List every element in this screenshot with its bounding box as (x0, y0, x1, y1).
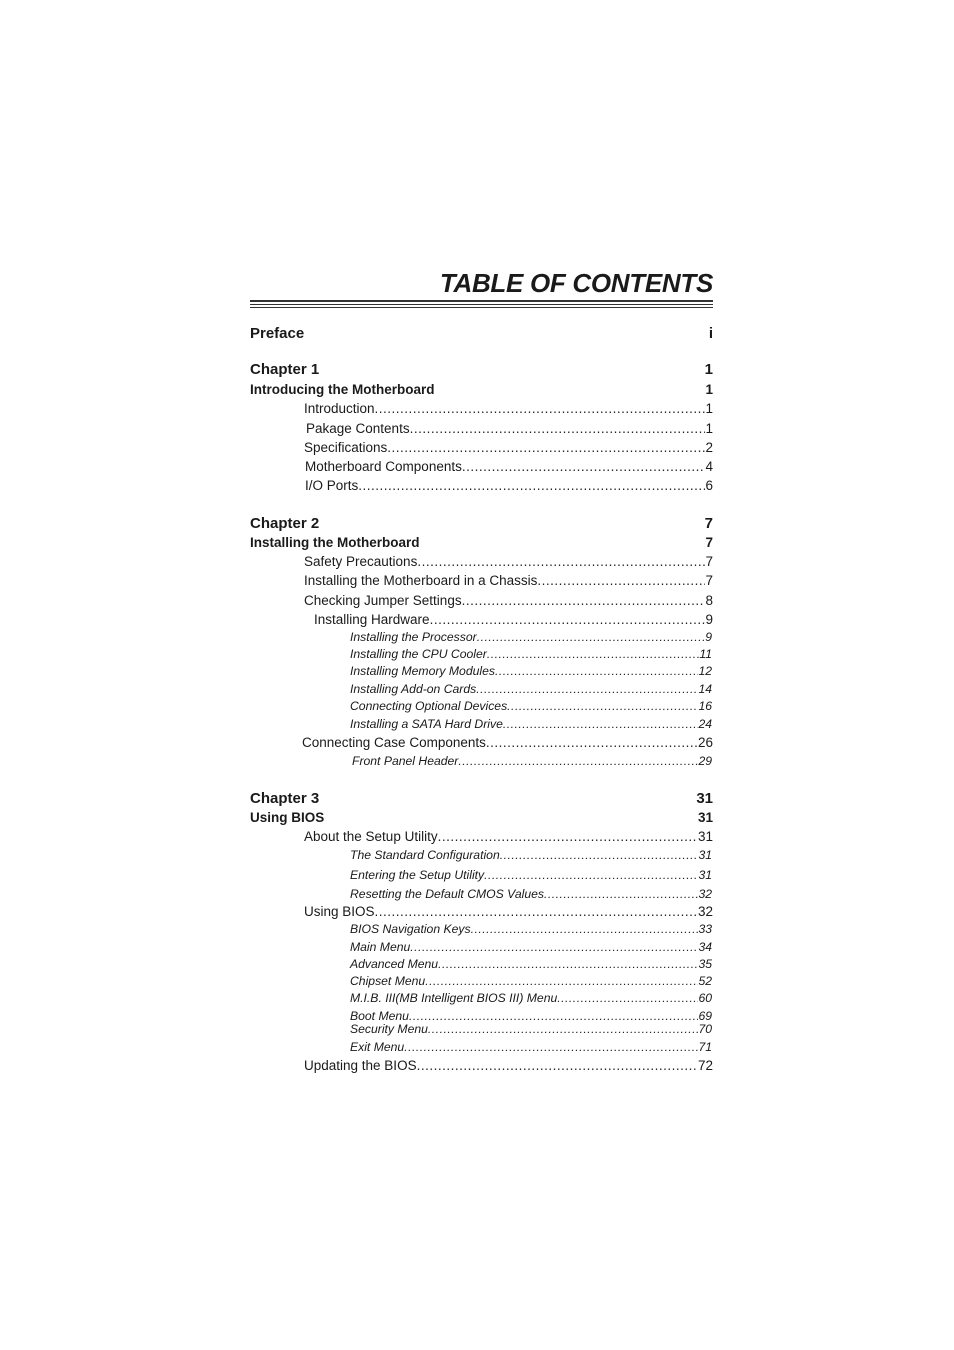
toc-entry[interactable] (250, 810, 713, 825)
toc-entry[interactable] (250, 754, 713, 768)
table-of-contents (250, 266, 713, 1073)
dot-leader (477, 630, 706, 644)
dot-leader (375, 904, 698, 919)
toc-entry-title: Preface (250, 325, 305, 342)
toc-entry-page: 72 (697, 1058, 713, 1073)
toc-entry-page: 35 (698, 957, 712, 971)
toc-entry-title: Installing the Processor (350, 630, 477, 644)
toc-entry-title: BIOS Navigation Keys (350, 922, 471, 936)
dot-leader (537, 573, 705, 588)
toc-entry[interactable] (250, 848, 713, 862)
toc-entry[interactable] (250, 1058, 713, 1073)
toc-entry-title: Front Panel Header (352, 754, 459, 768)
toc-entry-page: 16 (698, 699, 712, 713)
toc-entry[interactable] (250, 593, 713, 608)
toc-entry-page: 32 (697, 904, 713, 919)
dot-leader (487, 647, 700, 661)
toc-entry-title: Updating the BIOS (304, 1058, 417, 1073)
toc-entry-page: 11 (699, 647, 712, 661)
dot-leader (375, 401, 706, 416)
toc-entry-title: Motherboard Components (305, 459, 462, 474)
toc-entry[interactable] (250, 647, 713, 661)
toc-entry-page: 8 (705, 593, 713, 608)
toc-entry-title: The Standard Configuration (350, 848, 500, 862)
dot-leader (462, 593, 706, 608)
toc-entry-page: 9 (705, 630, 712, 644)
toc-entry-page: 24 (698, 717, 712, 731)
toc-entry-page: 9 (705, 612, 713, 627)
toc-entry-title: Installing the Motherboard (250, 535, 420, 550)
toc-entry-page: 7 (705, 554, 713, 569)
toc-entry[interactable] (250, 974, 713, 988)
toc-entry-page: 12 (698, 664, 712, 678)
toc-entry-page: 7 (705, 535, 713, 550)
toc-entry[interactable] (250, 829, 713, 844)
toc-entry-title: I/O Ports (305, 478, 359, 493)
toc-entry-title: Installing the Motherboard in a Chassis (304, 573, 538, 588)
toc-entry[interactable] (250, 630, 713, 644)
toc-entry-title: Introduction (304, 401, 375, 416)
dot-leader (507, 699, 698, 713)
dot-leader (462, 459, 706, 474)
dot-leader (557, 991, 698, 1005)
toc-entry[interactable] (250, 904, 713, 919)
dot-leader (495, 664, 698, 678)
toc-entry[interactable] (250, 440, 713, 455)
toc-entry-page: 26 (697, 735, 713, 750)
toc-entry[interactable] (250, 535, 713, 550)
toc-entry-title: M.I.B. III(MB Intelligent BIOS III) Menu (350, 991, 558, 1005)
toc-entry-title: Installing the CPU Cooler (350, 647, 487, 661)
toc-entry-page: 31 (697, 829, 713, 844)
toc-entry-page: 52 (698, 974, 712, 988)
toc-entry[interactable] (250, 382, 713, 397)
dot-leader (503, 717, 699, 731)
toc-entry[interactable] (250, 612, 713, 627)
toc-entry-title: About the Setup Utility (304, 829, 438, 844)
toc-entry-title: Boot Menu (350, 1009, 409, 1023)
dot-leader (417, 1058, 698, 1073)
toc-entry-page: 7 (705, 573, 713, 588)
toc-entry-page: 1 (705, 421, 713, 436)
dot-leader (358, 478, 705, 493)
toc-entry-page: 31 (697, 810, 713, 825)
toc-entry-page: 29 (698, 754, 712, 768)
toc-entry-title: Safety Precautions (304, 554, 418, 569)
dot-leader (500, 848, 699, 862)
toc-entry[interactable] (250, 421, 713, 436)
dot-leader (428, 1022, 699, 1036)
toc-entry-page: 69 (698, 1009, 712, 1023)
toc-entry-page: 33 (698, 922, 712, 936)
toc-entry-page: 14 (698, 682, 712, 696)
toc-entry-page: 1 (705, 401, 713, 416)
toc-entry-title: Installing Add-on Cards (350, 682, 477, 696)
title-rule (250, 300, 713, 308)
toc-entry-page: 60 (698, 991, 712, 1005)
toc-entry[interactable] (250, 1040, 713, 1054)
toc-entry-page: 1 (705, 382, 713, 397)
toc-entry[interactable] (250, 868, 713, 882)
toc-entry[interactable] (250, 682, 713, 696)
toc-entry-page: 70 (698, 1022, 712, 1036)
toc-entry[interactable] (250, 361, 713, 378)
toc-entry-page: 7 (704, 515, 713, 532)
dot-leader (438, 829, 698, 844)
toc-entry[interactable] (250, 717, 713, 731)
toc-entry-title: Connecting Optional Devices (350, 699, 508, 713)
toc-entry-page: 31 (698, 868, 712, 882)
toc-entry[interactable] (250, 940, 713, 954)
toc-entry-title: Exit Menu (350, 1040, 405, 1054)
toc-entry-page: 4 (705, 459, 713, 474)
toc-entry[interactable] (250, 790, 713, 807)
toc-entry-title: Installing a SATA Hard Drive (350, 717, 503, 731)
dot-leader (404, 1040, 698, 1054)
toc-entry-page: 71 (698, 1040, 712, 1054)
toc-entry-title: Using BIOS (250, 810, 325, 825)
dot-leader (387, 440, 705, 455)
toc-entry-title: Installing Memory Modules (350, 664, 495, 678)
toc-entry-page: 34 (698, 940, 712, 954)
toc-entry-title: Checking Jumper Settings (304, 593, 462, 608)
toc-entry-title: Connecting Case Components (302, 735, 486, 750)
toc-entry-page: 31 (696, 790, 713, 807)
toc-entry-page: 31 (698, 848, 712, 862)
toc-entry[interactable] (250, 922, 713, 936)
toc-entry[interactable] (250, 887, 713, 901)
toc-entry[interactable] (250, 991, 713, 1005)
toc-entry-page: 1 (704, 361, 713, 378)
toc-entry-title: Introducing the Motherboard (250, 382, 435, 397)
toc-entry[interactable] (250, 1009, 713, 1023)
dot-leader (544, 887, 698, 901)
toc-entry-title: Pakage Contents (306, 421, 410, 436)
toc-entry-title: Using BIOS (304, 904, 375, 919)
toc-entry-title: Advanced Menu (350, 957, 439, 971)
toc-entry[interactable] (250, 699, 713, 713)
toc-entry-page: 2 (705, 440, 713, 455)
toc-entry-title: Entering the Setup Utility (350, 868, 485, 882)
dot-leader (476, 682, 698, 696)
toc-entry-page: 32 (698, 887, 712, 901)
dot-leader (458, 754, 698, 768)
toc-entry-title: Chipset Menu (350, 974, 426, 988)
toc-entry-title: Main Menu (350, 940, 411, 954)
dot-leader (471, 922, 699, 936)
dot-leader (409, 1009, 698, 1023)
dot-leader (484, 868, 698, 882)
toc-entry-title: Security Menu (350, 1022, 428, 1036)
dot-leader (425, 974, 698, 988)
toc-entry[interactable] (250, 554, 713, 569)
toc-entry-page: 6 (705, 478, 713, 493)
page-title: TABLE OF CONTENTS (439, 268, 713, 298)
toc-entry[interactable] (250, 573, 713, 588)
toc-entry[interactable] (250, 735, 713, 750)
toc-entry-title: Chapter 3 (250, 790, 320, 807)
toc-entry-title: Chapter 2 (250, 515, 320, 532)
toc-entry[interactable] (250, 515, 713, 532)
dot-leader (430, 612, 706, 627)
toc-entry[interactable] (250, 325, 713, 342)
dot-leader (417, 554, 705, 569)
toc-entry[interactable] (250, 957, 713, 971)
toc-entry[interactable] (250, 1022, 713, 1036)
toc-entry-page: i (708, 325, 713, 342)
toc-entry[interactable] (250, 401, 713, 416)
toc-entry-title: Chapter 1 (250, 361, 320, 378)
toc-entry[interactable] (250, 459, 713, 474)
toc-entry[interactable] (250, 664, 713, 678)
toc-entry-title: Specifications (304, 440, 388, 455)
toc-entry[interactable] (250, 478, 713, 493)
toc-entry-title: Installing Hardware (314, 612, 430, 627)
dot-leader (410, 421, 706, 436)
dot-leader (438, 957, 698, 971)
dot-leader (486, 735, 698, 750)
dot-leader (410, 940, 698, 954)
toc-entry-title: Resetting the Default CMOS Values (350, 887, 544, 901)
